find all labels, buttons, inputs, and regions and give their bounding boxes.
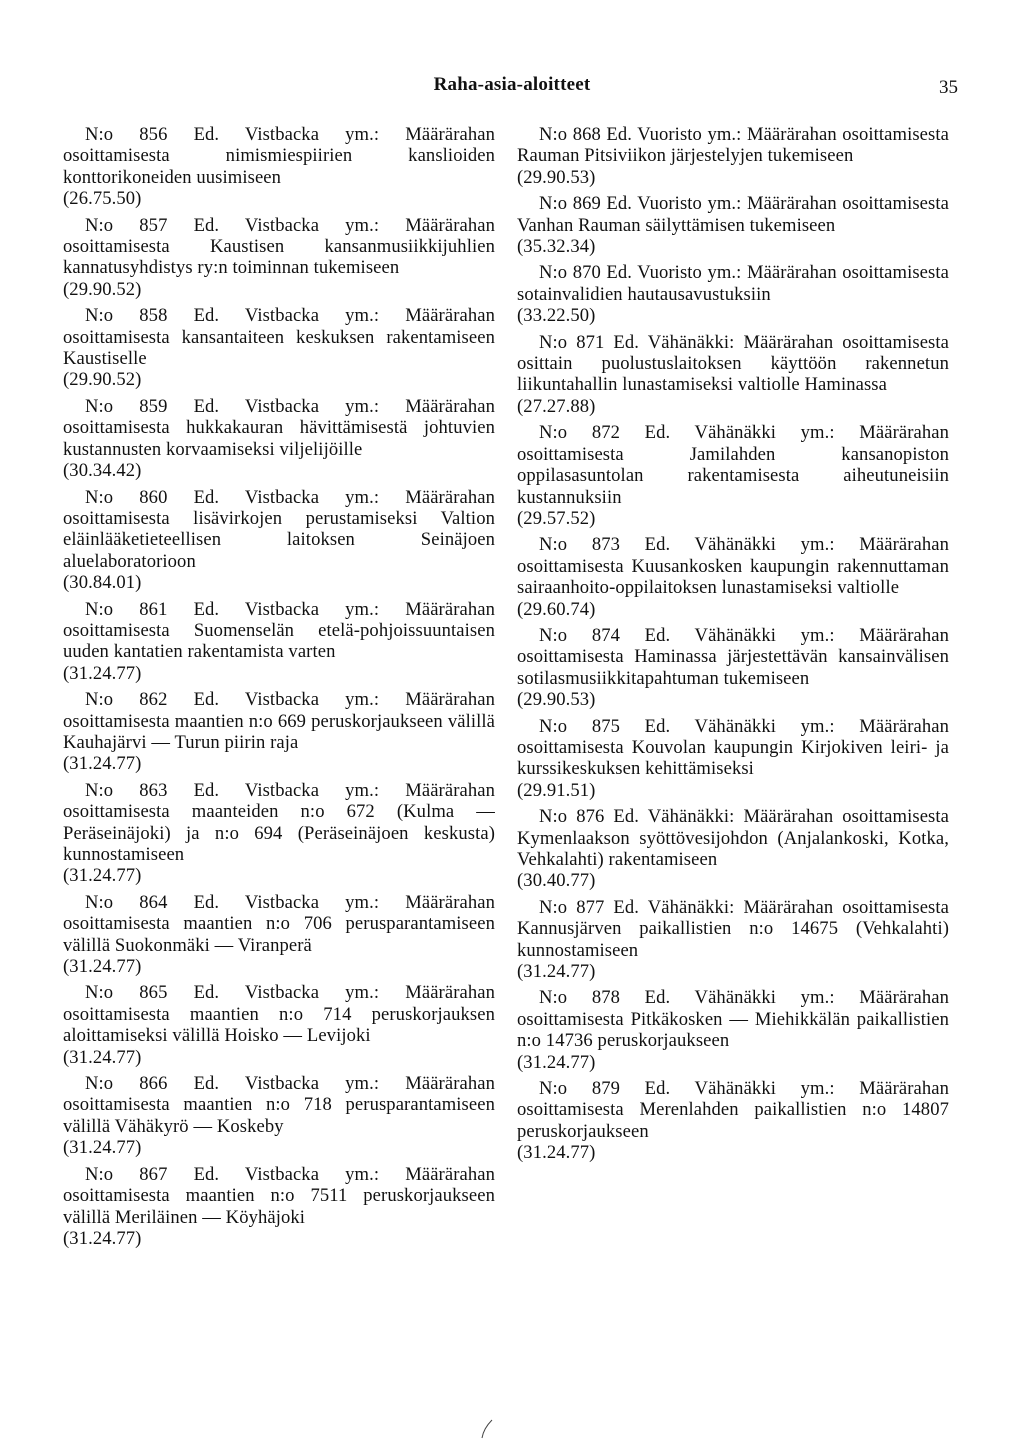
running-title: Raha-asia-aloitteet [433,74,591,95]
entry [63,982,495,1068]
entry [63,599,495,685]
entry-text: N:o 867 Ed. Vistbacka ym.: Määrärahan osoittamisesta maantien n:o 7511 peruskorjaukseen välillä Meriläinen — Köyhäjoki [63,1163,495,1228]
entry-text: N:o 860 Ed. Vistbacka ym.: Määrärahan osoittamisesta lisävirkojen perustamiseksi Valtion eläinlääketieteellisen laitoksen Seinäjoen aluelaboratorioon [63,486,495,572]
entry-text: N:o 878 Ed. Vähänäkki ym.: Määrärahan osoittamisesta Pitkäkosken — Miehikkälän paikallistien n:o 14736 peruskorjaukseen [517,987,949,1052]
entry-text: N:o 869 Ed. Vuoristo ym.: Määrärahan osoittamisesta Vanhan Rauman säilyttämisen tukemiseen [517,193,949,236]
entry-text: N:o 868 Ed. Vuoristo ym.: Määrärahan osoittamisesta Rauman Pitsiviikon järjestelyjen tukemiseen [517,124,949,167]
entry [63,487,495,594]
entry-code: (29.90.52) [63,278,142,300]
entry-code: (29.90.53) [517,689,596,711]
entry-code: (29.91.51) [517,779,596,801]
entry-text: N:o 872 Ed. Vähänäkki ym.: Määrärahan osoittamisesta Jamilahden kansanopiston oppilasasuntolan rakentamisesta aiheutuneisiin kustannuksiin [517,422,949,508]
entry-code: (27.27.88) [517,395,596,417]
right-column [517,124,949,1169]
entry [63,1073,495,1159]
entry [517,124,949,188]
entry-code: (33.22.50) [517,305,596,327]
entry [517,332,949,418]
entry [517,422,949,529]
entry-text: N:o 865 Ed. Vistbacka ym.: Määrärahan osoittamisesta maantien n:o 714 peruskorjauksen aloittamiseksi välillä Hoisko — Levijoki [63,982,495,1047]
entry-code: (29.90.53) [517,166,596,188]
entry-text: N:o 857 Ed. Vistbacka ym.: Määrärahan osoittamisesta Kaustisen kansanmusiikkijuhlien kannatusyhdistys ry:n toiminnan tukemiseen [63,214,495,279]
entry-code: (31.24.77) [63,753,142,775]
entry-text: N:o 861 Ed. Vistbacka ym.: Määrärahan osoittamisesta Suomenselän etelä-pohjoissuuntaisen uuden kantatien rakentamista varten [63,598,495,663]
entry-text: N:o 879 Ed. Vähänäkki ym.: Määrärahan osoittamisesta Merenlahden paikallistien n:o 14807 peruskorjaukseen [517,1078,949,1142]
entry [517,262,949,326]
entry-text: N:o 871 Ed. Vähänäkki: Määrärahan osoittamisesta osittain puolustuslaitoksen käyttöön rakennetun liikuntahallin lunastamiseksi valtiolle Haminassa [517,331,949,396]
entry-text: N:o 858 Ed. Vistbacka ym.: Määrärahan osoittamisesta kansantaiteen keskuksen rakentamiseen Kaustiselle [63,305,495,370]
entry-text: N:o 864 Ed. Vistbacka ym.: Määrärahan osoittamisesta maantien n:o 706 perusparantamiseen välillä Suokonmäki — Viranperä [63,891,495,956]
entry-code: (35.32.34) [517,236,596,258]
entry [63,396,495,482]
entry-text: N:o 875 Ed. Vähänäkki ym.: Määrärahan osoittamisesta Kouvolan kaupungin Kirjokiven leiri- ja kurssikeskuksen kehittämiseksi [517,715,949,780]
entry-text: N:o 876 Ed. Vähänäkki: Määrärahan osoittamisesta Kymenlaakson syöttövesijohdon (Anjalankoski, Kotka, Vehkalahti) rakentamiseen [517,806,949,870]
entry-text: N:o 877 Ed. Vähänäkki: Määrärahan osoittamisesta Kannusjärven paikallistien n:o 14675 (Vehkalahti) kunnostamiseen [517,896,949,961]
entry-code: (30.84.01) [63,572,142,594]
entry-code: (31.24.77) [517,1142,596,1164]
entry-code: (31.24.77) [517,1051,596,1073]
entry-text: N:o 874 Ed. Vähänäkki ym.: Määrärahan osoittamisesta Haminassa järjestettävän kansainvälisen sotilasmusiikkitapahtuman tukemiseen [517,624,949,689]
entry [517,716,949,802]
entry-text: N:o 859 Ed. Vistbacka ym.: Määrärahan osoittamisesta hukkakauran hävittämisestä johtuvien kustannusten korvaamiseksi viljelijöille [63,395,495,460]
entry-text: N:o 863 Ed. Vistbacka ym.: Määrärahan osoittamisesta maanteiden n:o 672 (Kulma — Peräseinäjoki) ja n:o 694 (Peräseinäjoen keskusta) kunnostamiseen [63,779,495,865]
page-number: 35 [939,77,958,98]
entry-code: (26.75.50) [63,188,142,210]
entry-code: (31.24.77) [63,956,142,978]
entry-code: (30.40.77) [517,870,596,892]
entry-code: (31.24.77) [63,865,142,887]
entry [517,806,949,892]
entry [63,892,495,978]
entry-code: (29.57.52) [517,507,596,529]
entry-text: N:o 862 Ed. Vistbacka ym.: Määrärahan osoittamisesta maantien n:o 669 peruskorjaukseen välillä Kauhajärvi — Turun piirin raja [63,689,495,753]
entry-code: (31.24.77) [517,961,596,983]
entry-code: (31.24.77) [63,662,142,684]
entry-code: (30.34.42) [63,460,142,482]
entry-text: N:o 870 Ed. Vuoristo ym.: Määrärahan osoittamisesta sotainvalidien hautausavustuksiin [517,262,949,305]
entry-code: (31.24.77) [63,1137,142,1159]
entry [63,305,495,391]
entry [63,215,495,301]
entry [63,689,495,775]
entry [63,124,495,210]
entry-text: N:o 873 Ed. Vähänäkki ym.: Määrärahan osoittamisesta Kuusankosken kaupungin rakennuttaman sairaanhoito-oppilaitoksen lunastamiseksi valtiolle [517,534,949,599]
entry-code: (31.24.77) [63,1227,142,1249]
entry [517,1078,949,1164]
entry-code: (29.60.74) [517,598,596,620]
entry [517,897,949,983]
entry [63,1164,495,1250]
entry [517,193,949,257]
entry-text: N:o 856 Ed. Vistbacka ym.: Määrärahan osoittamisesta nimismiespiirien kanslioiden konttorikoneiden uusimiseen [63,124,495,188]
left-column [63,124,495,1254]
entry [517,987,949,1073]
entry [517,625,949,711]
entry-code: (31.24.77) [63,1046,142,1068]
page-header [0,74,1024,104]
entry [517,534,949,620]
entry [63,780,495,887]
entry-code: (29.90.52) [63,369,142,391]
entry-text: N:o 866 Ed. Vistbacka ym.: Määrärahan osoittamisesta maantien n:o 718 perusparantamiseen välillä Vähäkyrö — Koskeby [63,1073,495,1137]
stray-pen-mark [478,1418,496,1440]
